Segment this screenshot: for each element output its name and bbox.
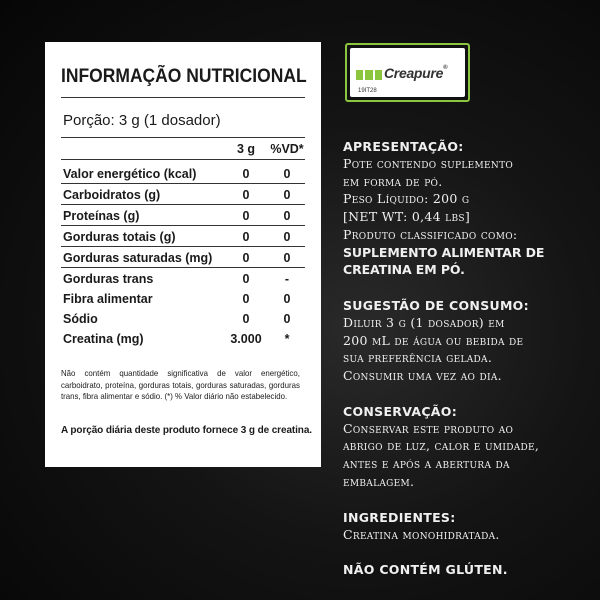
nutrient-amount: 3.000 xyxy=(230,331,262,346)
nutrient-vd: 0 xyxy=(283,291,291,306)
presentation-line: Produto classificado como: xyxy=(343,226,518,242)
portion-size: Porção: 3 g (1 dosador) xyxy=(63,112,221,129)
nutrient-amount: 0 xyxy=(223,184,269,205)
product-info xyxy=(343,138,593,578)
presentation-line: Peso Líquido: 200 g xyxy=(343,191,470,207)
storage-line: antes e após a abertura da xyxy=(343,456,510,472)
table-row xyxy=(61,160,305,184)
column-header-amount: 3 g xyxy=(223,138,269,160)
nutrition-table xyxy=(61,137,305,348)
nutrient-vd: * xyxy=(284,331,290,346)
table-row xyxy=(61,205,305,226)
storage-line: abrigo de luz, calor e umidade, xyxy=(343,438,540,454)
nutrient-amount: 0 xyxy=(223,205,269,226)
nutrient-label: Proteínas (g) xyxy=(61,205,223,226)
nutrient-vd: 0 xyxy=(269,184,305,205)
nutrient-label: Carboidratos (g) xyxy=(61,184,223,205)
nutrition-footnote: Não contém quantidade significativa de valor energético, carboidrato, proteína, gorduras totais, gorduras saturadas, gorduras trans, fibra alimentar e sódio. (*) % Valor diário não estabelecido. xyxy=(61,369,300,401)
nutrient-label: Gorduras trans xyxy=(63,271,154,286)
ingredients-heading: INGREDIENTES: xyxy=(343,509,456,525)
usage-line: 200 mL de água ou bebida de xyxy=(343,332,524,348)
storage-heading: CONSERVAÇÃO: xyxy=(343,403,458,419)
column-header-label xyxy=(61,138,223,160)
logo-code: 19IT28 xyxy=(358,88,377,94)
presentation-line: [NET WT: 0,44 lbs] xyxy=(343,209,471,225)
table-row xyxy=(61,184,305,205)
column-header-vd: %VD* xyxy=(269,138,305,160)
product-classification: SUPLEMENTO ALIMENTAR DE xyxy=(343,244,545,260)
nutrient-vd: - xyxy=(284,271,290,286)
storage-line: embalagem. xyxy=(343,473,415,489)
nutrient-label: Valor energético (kcal) xyxy=(61,160,223,184)
table-row xyxy=(61,288,305,308)
nutrient-amount: 0 xyxy=(223,160,269,184)
table-row xyxy=(61,226,305,247)
presentation-line: em forma de pó. xyxy=(343,173,443,189)
presentation-heading: APRESENTAÇÃO: xyxy=(343,139,464,154)
title-divider xyxy=(61,97,305,98)
nutrient-amount: 0 xyxy=(223,247,269,268)
nutrition-title: INFORMAÇÃO NUTRICIONAL xyxy=(61,66,307,87)
table-header-row xyxy=(61,138,305,160)
table-row xyxy=(61,247,305,268)
usage-line: sua preferência gelada. xyxy=(343,350,493,366)
logo-bars-icon xyxy=(356,70,382,80)
logo-plate xyxy=(350,48,465,97)
nutrient-vd: 0 xyxy=(269,160,305,184)
nutrient-vd: 0 xyxy=(269,205,305,226)
creapure-logo xyxy=(345,43,470,102)
storage-line: Conservar este produto ao xyxy=(343,420,514,436)
product-classification: CREATINA EM PÓ. xyxy=(343,262,465,278)
nutrient-label: Gorduras totais (g) xyxy=(61,226,223,247)
usage-line: Consumir uma vez ao dia. xyxy=(343,368,502,384)
nutrient-vd: 0 xyxy=(269,226,305,247)
table-row xyxy=(61,308,305,328)
ingredients-line: Creatina monohidratada. xyxy=(343,526,500,542)
nutrient-label: Fibra alimentar xyxy=(63,291,153,306)
usage-line: Diluir 3 g (1 dosador) em xyxy=(343,314,505,330)
nutrient-label: Gorduras saturadas (mg) xyxy=(61,247,223,268)
nutrient-vd: 0 xyxy=(269,247,305,268)
nutrient-amount: 0 xyxy=(242,291,250,306)
nutrient-label: Sódio xyxy=(63,311,98,326)
nutrient-vd: 0 xyxy=(283,311,291,326)
gluten-free-note: NÃO CONTÉM GLÚTEN. xyxy=(343,562,508,578)
logo-wordmark: Creapure® xyxy=(384,65,448,81)
usage-heading: SUGESTÃO DE CONSUMO: xyxy=(343,297,529,313)
nutrient-amount: 0 xyxy=(242,311,250,326)
table-row xyxy=(61,268,305,289)
presentation-line: Pote contendo suplemento xyxy=(343,156,514,171)
nutrient-label: Creatina (mg) xyxy=(63,331,144,346)
nutrient-amount: 0 xyxy=(223,226,269,247)
nutrition-facts-panel xyxy=(45,42,321,467)
daily-portion-note: A porção diária deste produto fornece 3 g de creatina. xyxy=(61,424,312,436)
registered-mark: ® xyxy=(443,65,448,71)
table-row xyxy=(61,328,305,348)
nutrient-amount: 0 xyxy=(242,271,250,286)
